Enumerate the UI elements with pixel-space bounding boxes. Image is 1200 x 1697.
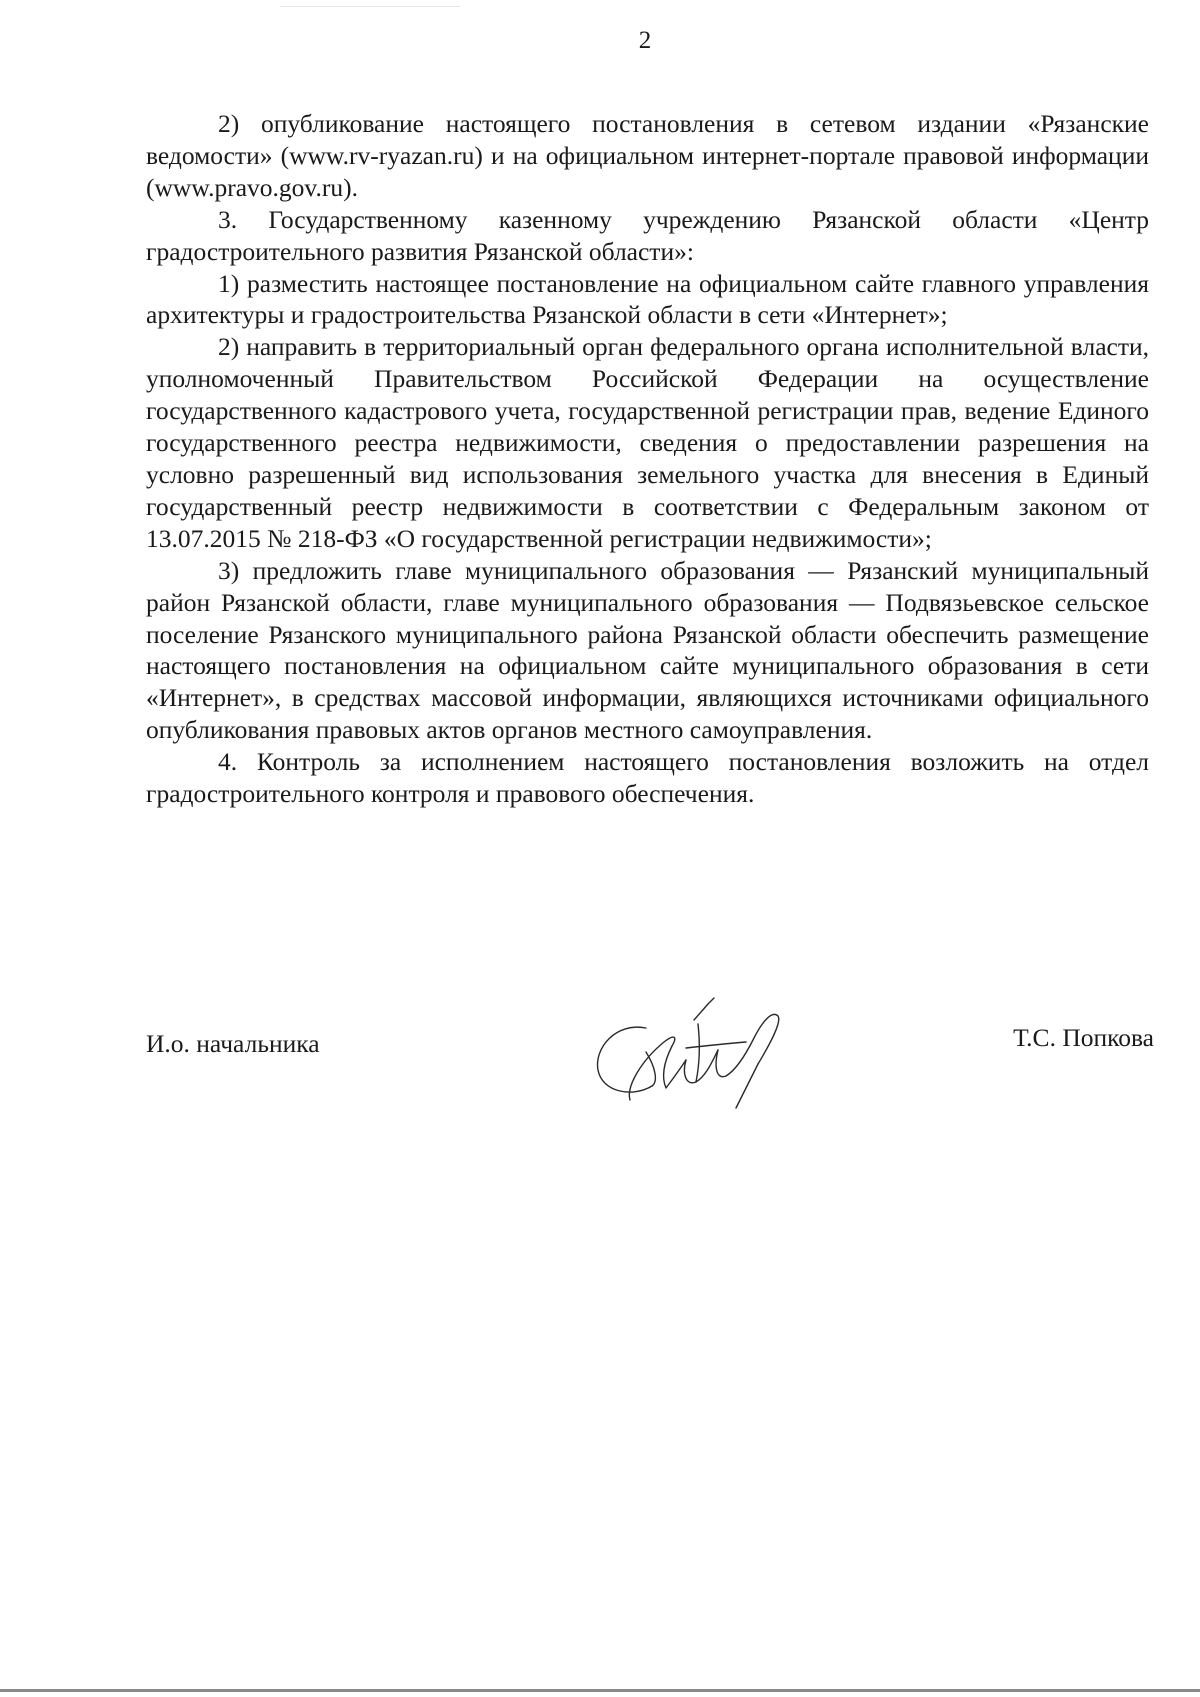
handwritten-signature (586, 990, 796, 1125)
signatory-title: И.о. начальника (146, 1029, 320, 1058)
paragraph-item-3-3: 3) предложить главе муниципального образования — Рязанский муниципальный район Рязанской области, главе муниципального образования — Подвязьевское сельское поселение Рязанского муниципального района Рязанской области обеспечить размещение настоящего постановления на официальном сайте муниципального образования в сети «Интернет», в средствах массовой информации, являющихся источниками официального опубликования правовых актов органов местного самоуправления. (146, 555, 1149, 745)
signature-block (146, 1012, 1154, 1152)
paragraph-item-3: 3. Государственному казенному учреждению Рязанской области «Центр градостроительного развития Рязанской области»: (146, 204, 1149, 266)
page-number: 2 (638, 27, 652, 54)
document-body (146, 108, 1149, 810)
paragraph-publication: 2) опубликование настоящего постановления в сетевом издании «Рязанские ведомости» (www.rv-ryazan.ru) и на официальном интернет-портале правовой информации (www.pravo.gov.ru). (146, 109, 1149, 202)
signatory-name: Т.С. Попкова (1013, 1023, 1154, 1052)
paragraph-item-4: 4. Контроль за исполнением настоящего постановления возложить на отдел градостроительного контроля и правового обеспечения. (146, 747, 1149, 809)
scan-bottom-edge (0, 1689, 1200, 1692)
scan-artifact (280, 6, 460, 7)
paragraph-item-3-1: 1) разместить настоящее постановление на официальном сайте главного управления архитектуры и градостроительства Рязанской области в сети «Интернет»; (146, 268, 1149, 330)
paragraph-item-3-2: 2) направить в территориальный орган федерального органа исполнительной власти, уполномоченный Правительством Российской Федерации на осуществление государственного кадастрового учета, государственной регистрации прав, ведение Единого государственного реестра недвижимости, сведения о предоставлении разрешения на условно разрешенный вид использования земельного участка для внесения в Единый государственный реестр недвижимости в соответствии с Федеральным законом от 13.07.2015 № 218-ФЗ «О государственной регистрации недвижимости»; (146, 332, 1149, 553)
